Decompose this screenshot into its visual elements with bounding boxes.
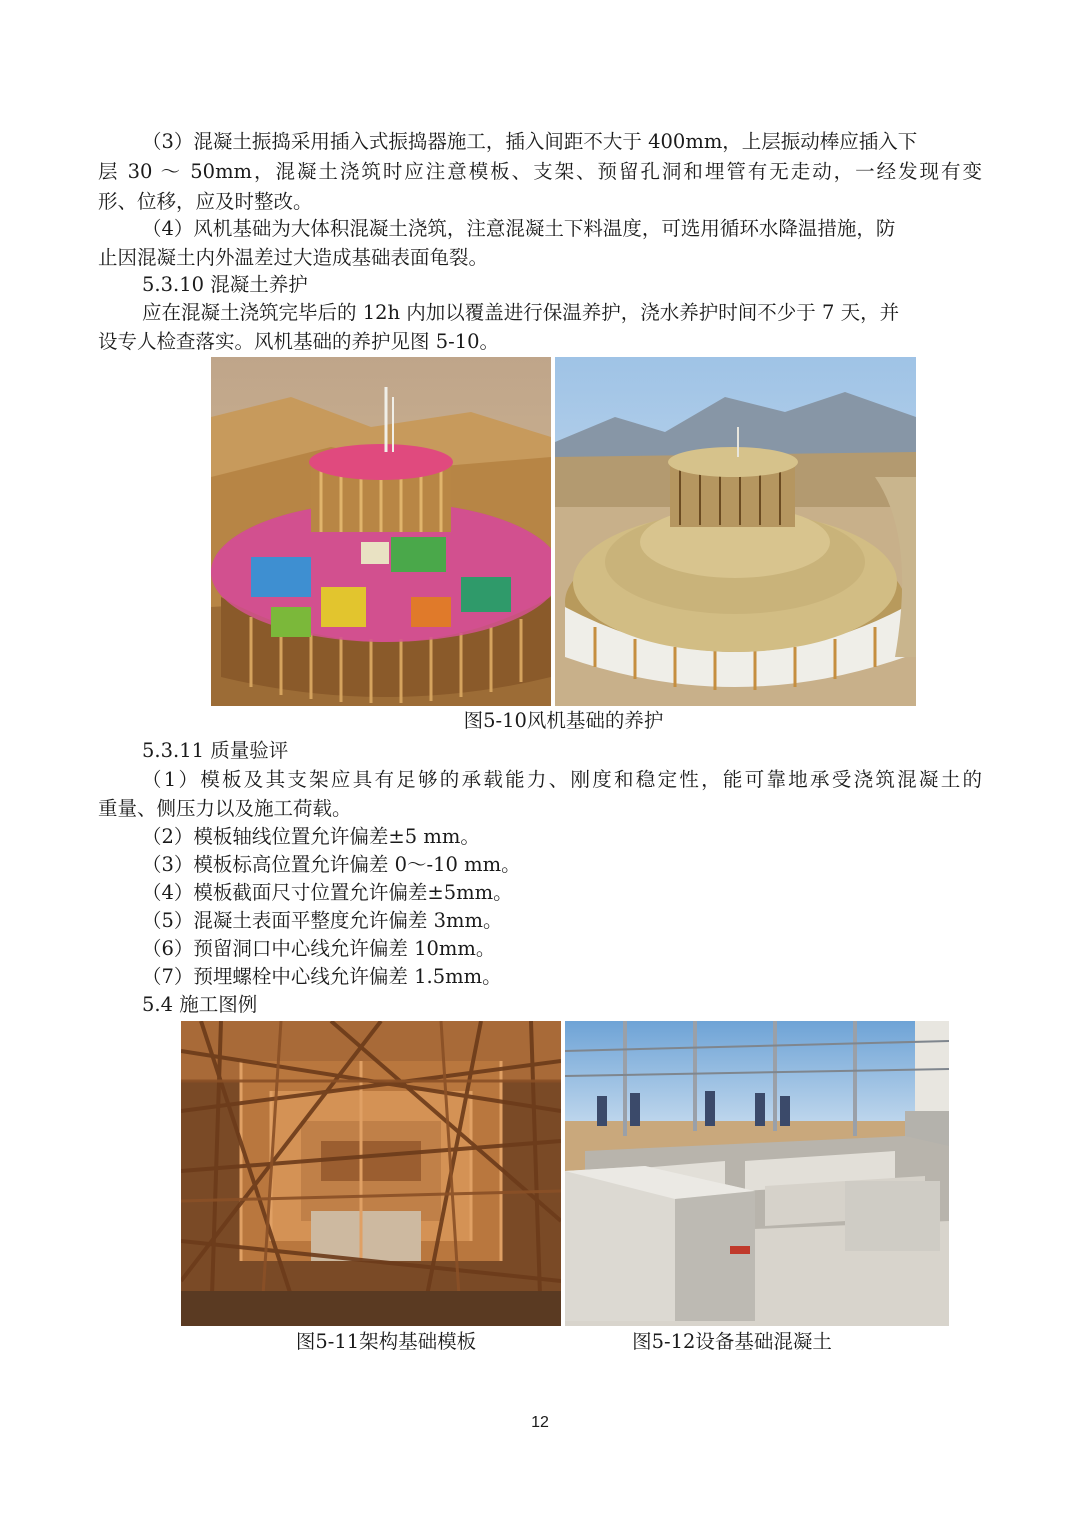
list-item: （5）混凝土表面平整度允许偏差 3mm。 — [142, 909, 503, 932]
page-number: 12 — [531, 1414, 549, 1431]
figure-caption: 图5-12设备基础混凝土 — [632, 1330, 832, 1353]
paragraph-line: 重量、侧压力以及施工荷载。 — [98, 797, 352, 820]
list-item: （3）模板标高位置允许偏差 0～-10 mm。 — [142, 853, 521, 876]
list-item: （2）模板轴线位置允许偏差±5 mm。 — [142, 825, 480, 848]
paragraph-line: 应在混凝土浇筑完毕后的 12h 内加以覆盖进行保温养护，浇水养护时间不少于 7 天，并 — [142, 301, 900, 324]
wind-turbine-foundation-straw-photo — [555, 357, 916, 706]
paragraph-line: 止因混凝土内外温差过大造成基础表面龟裂。 — [98, 246, 489, 269]
section-heading: 5.3.11 质量验评 — [142, 739, 289, 762]
list-item: （4）模板截面尺寸位置允许偏差±5mm。 — [142, 881, 513, 904]
list-item: （6）预留洞口中心线允许偏差 10mm。 — [142, 937, 496, 960]
paragraph-line: （3）混凝土振捣采用插入式振捣器施工，插入间距不大于 400mm，上层振动棒应插入下 — [142, 130, 918, 153]
paragraph-line: （1）模板及其支架应具有足够的承载能力、刚度和稳定性，能可靠地承受浇筑混凝土的 — [142, 768, 982, 791]
equipment-foundation-concrete-photo — [565, 1021, 949, 1326]
list-item: （7）预埋螺栓中心线允许偏差 1.5mm。 — [142, 965, 502, 988]
figure-caption: 图5-11架构基础模板 — [295, 1330, 477, 1353]
frame-foundation-formwork-photo — [181, 1021, 561, 1326]
wind-turbine-foundation-quilt-photo — [211, 357, 551, 706]
figure-caption: 图5-10风机基础的养护 — [463, 709, 664, 732]
paragraph-line: 设专人检查落实。风机基础的养护见图 5-10。 — [98, 330, 500, 353]
paragraph-line: （4）风机基础为大体积混凝土浇筑，注意混凝土下料温度，可选用循环水降温措施，防 — [142, 217, 896, 240]
section-heading: 5.4 施工图例 — [142, 993, 258, 1016]
paragraph-line: 形、位移，应及时整改。 — [98, 190, 313, 213]
paragraph-line: 层 30 ～ 50mm，混凝土浇筑时应注意模板、支架、预留孔洞和埋管有无走动，一经发现有变 — [98, 160, 982, 183]
section-heading: 5.3.10 混凝土养护 — [142, 273, 308, 296]
